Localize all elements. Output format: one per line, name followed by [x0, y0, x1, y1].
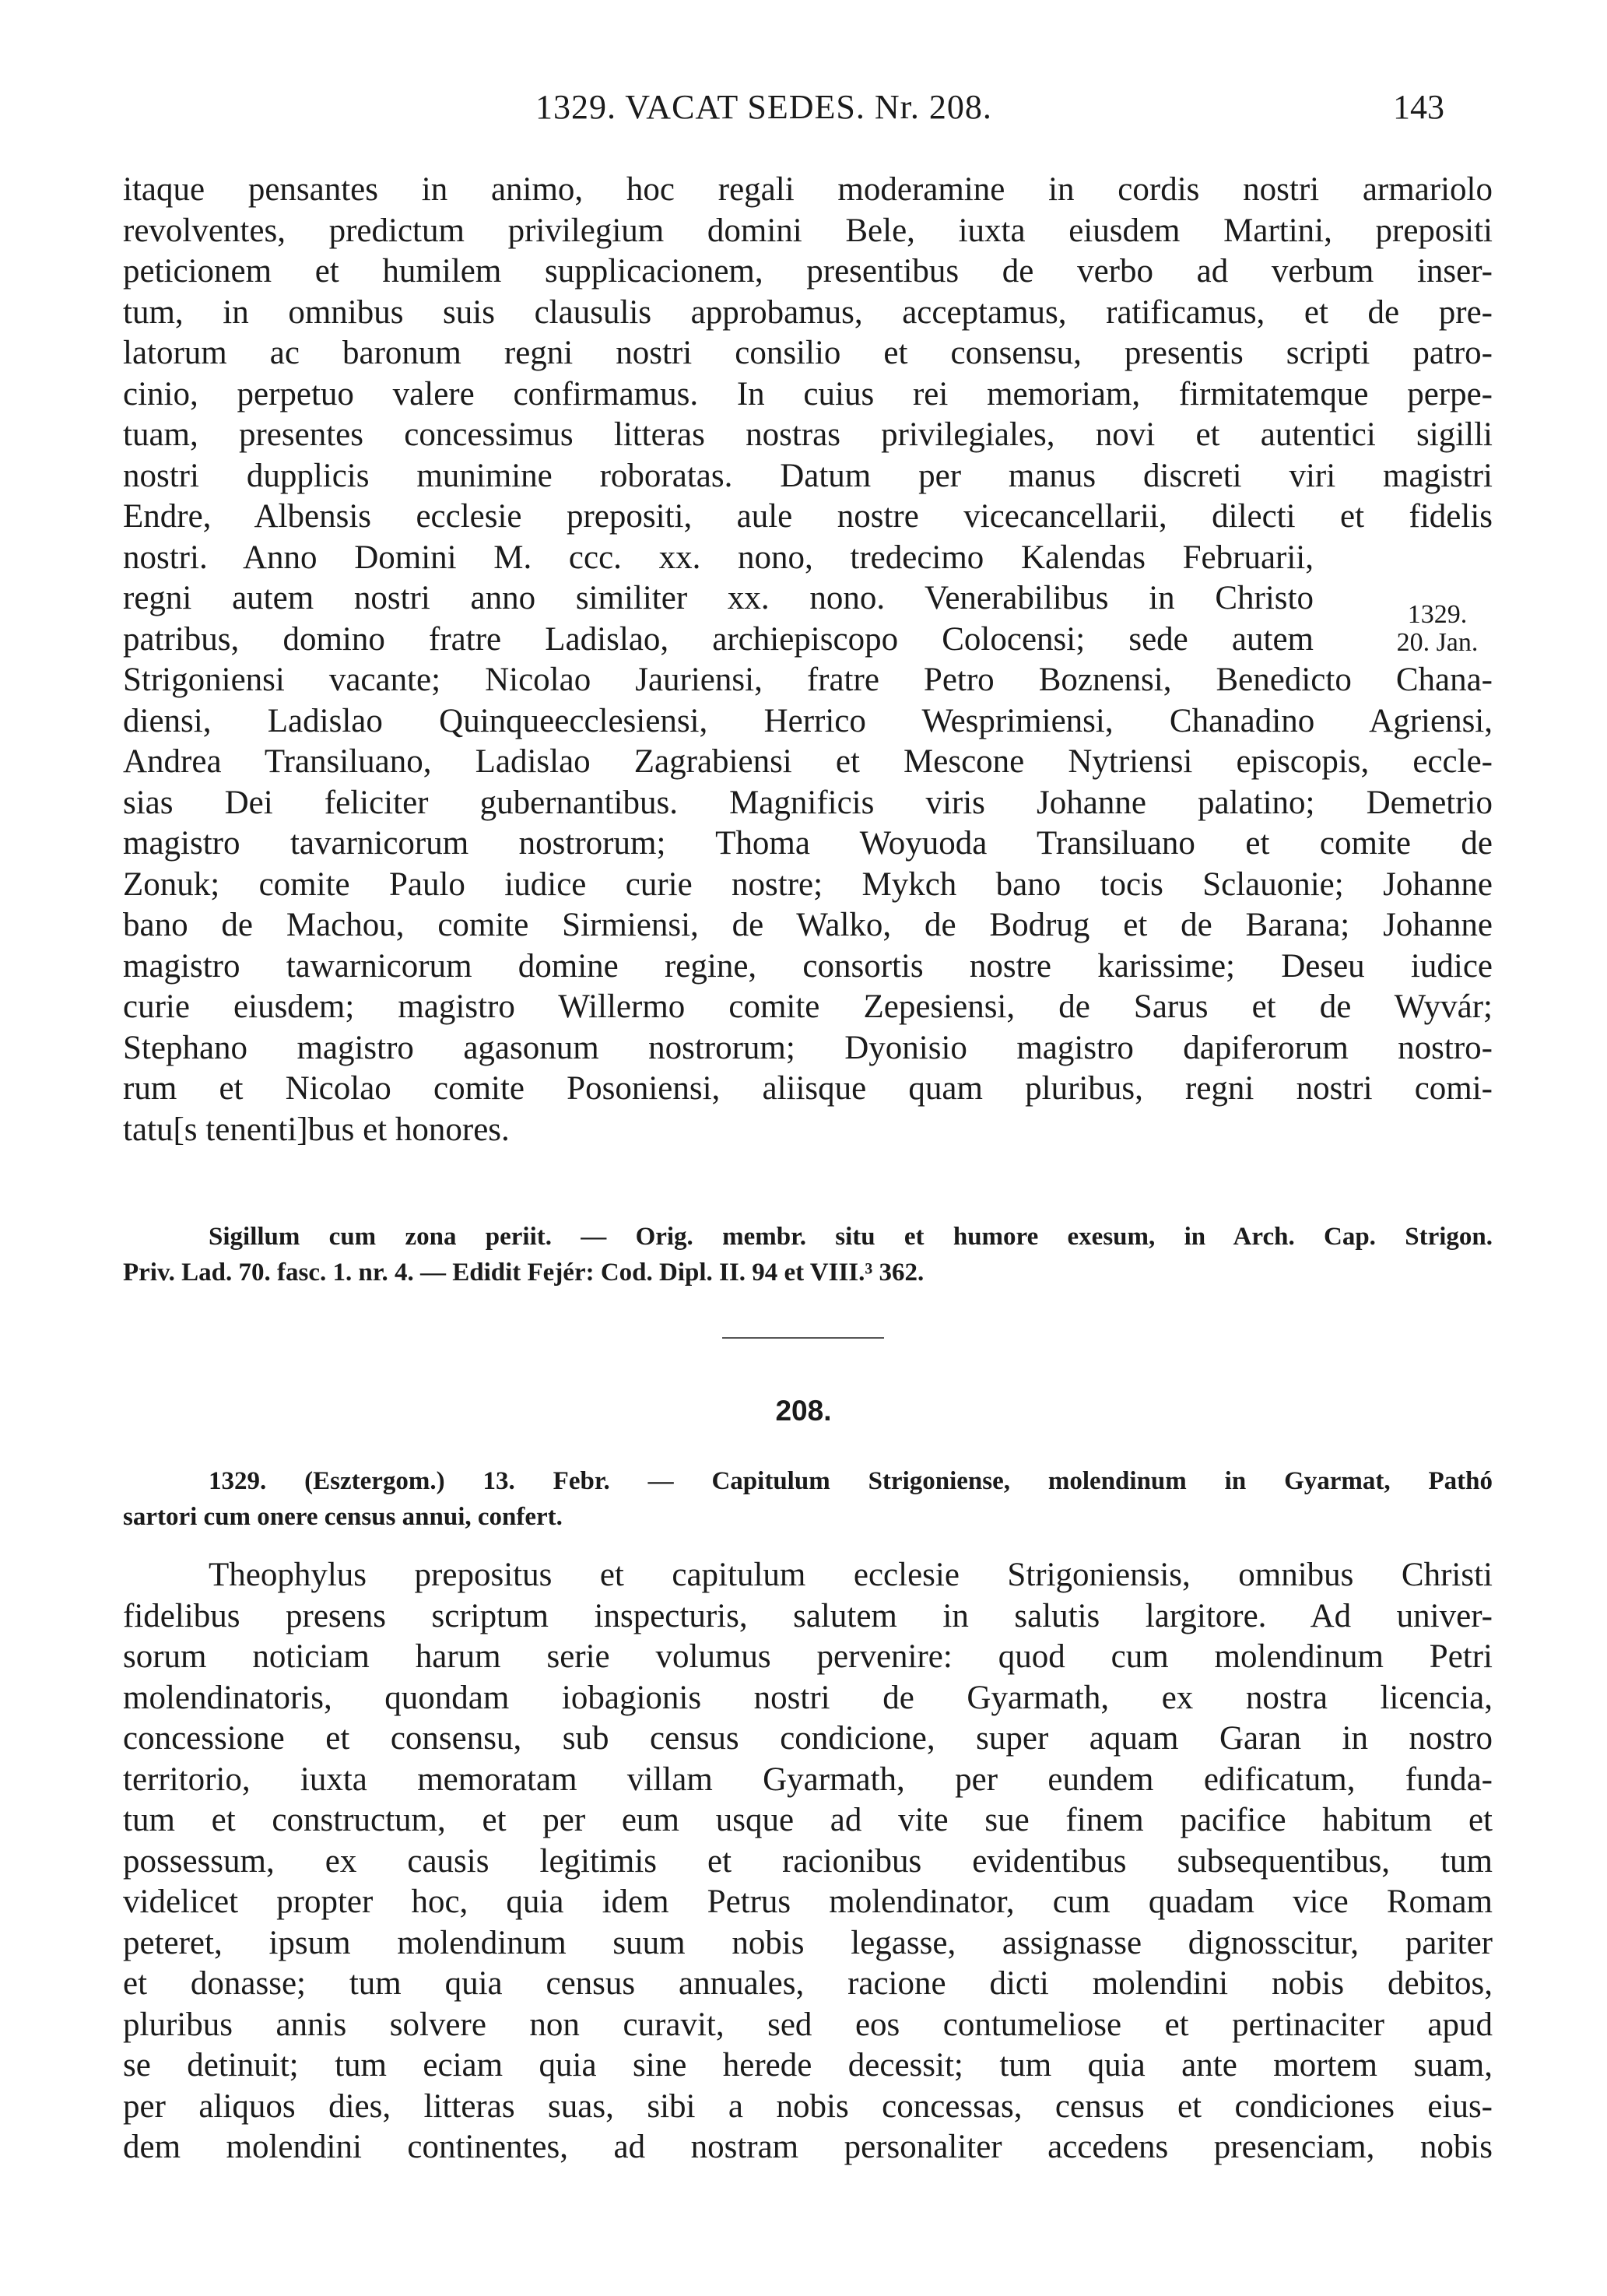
text-line: rum et Nicolao comite Posoniensi, aliisque quam pluribus, regni nostri comi-: [123, 1070, 1493, 1107]
text-line: et donasse; tum quia census annuales, racione dicti molendini nobis debitos,: [123, 1965, 1493, 2002]
source-note: [123, 1219, 1493, 1290]
text-line: bano de Machou, comite Sirmiensi, de Walko, de Bodrug et de Barana; Johanne: [123, 907, 1493, 943]
text-line: tum, in omnibus suis clausulis approbamus, acceptamus, ratificamus, et de pre-: [123, 293, 1493, 331]
section-divider: [722, 1337, 884, 1339]
text-line: dem molendini continentes, ad nostram personaliter accedens presenciam, nobis: [123, 2129, 1493, 2165]
text-line: molendinatoris, quondam iobagionis nostri de Gyarmath, ex nostra licencia,: [123, 1679, 1493, 1716]
text-line: nostri dupplicis munimine roboratas. Datum per manus discreti viri magistri: [123, 457, 1493, 494]
text-line: sias Dei feliciter gubernantibus. Magnificis viris Johanne palatino; Demetrio: [123, 784, 1493, 821]
text-line: se detinuit; tum eciam quia sine herede decessit; tum quia ante mortem suam,: [123, 2047, 1493, 2084]
text-line: tatu[s tenenti]bus et honores.: [123, 1111, 510, 1148]
running-title: 1329. VACAT SEDES. Nr. 208.: [535, 88, 992, 126]
text-line: cinio, perpetuo valere confirmamus. In cuius rei memoriam, firmitatemque perpe-: [123, 375, 1493, 413]
text-line: diensi, Ladislao Quinqueecclesiensi, Herrico Wesprimiensi, Chanadino Agriensi,: [123, 702, 1493, 739]
text-line: possessum, ex causis legitimis et racionibus evidentibus subsequentibus, tum: [123, 1842, 1493, 1880]
text-line: curie eiusdem; magistro Willermo comite Zepesiensi, de Sarus et de Wyvár;: [123, 988, 1493, 1025]
text-line: magistro tavarnicorum nostrorum; Thoma Woyuoda Transiluano et comite de: [123, 825, 1493, 862]
text-line: magistro tawarnicorum domine regine, consortis nostre karissime; Deseu iudice: [123, 947, 1493, 985]
document-number: 208.: [775, 1395, 832, 1427]
text-line: Endre, Albensis ecclesie prepositi, aule nostre vicecancellarii, dilecti et fidelis: [123, 498, 1493, 535]
regest-line: 1329. (Esztergom.) 13. Febr. — Capitulum Strigoniense, molendinum in Gyarmat, Pathó: [209, 1467, 1493, 1495]
text-line: peticionem et humilem supplicacionem, presentibus de verbo ad verbum inser-: [123, 253, 1493, 290]
margin-date-day: 20. Jan.: [1396, 628, 1479, 657]
text-line: Andrea Transiluano, Ladislao Zagrabiensi et Mescone Nytriensi episcopis, eccle-: [123, 743, 1493, 780]
text-line: itaque pensantes in animo, hoc regali moderamine in cordis nostri armariolo: [123, 171, 1493, 208]
charter-text-top: [123, 170, 1493, 1150]
text-line: sorum noticiam harum serie volumus pervenire: quod cum molendinum Petri: [123, 1638, 1493, 1675]
margin-date-note: [1371, 601, 1503, 657]
text-line: per aliquos dies, litteras suas, sibi a nobis concessas, census et condiciones eius-: [123, 2087, 1493, 2125]
source-note-line: Sigillum cum zona periit. — Orig. membr. situ et humore exesum, in Arch. Cap. Strigon.: [209, 1223, 1493, 1251]
text-line: latorum ac baronum regni nostri consilio et consensu, presentis scripti patro-: [123, 335, 1493, 371]
margin-date-year: 1329.: [1407, 600, 1468, 629]
text-line: nostri. Anno Domini M. ccc. xx. nono, tredecimo Kalendas Februarii,: [123, 539, 1314, 576]
text-line: fidelibus presens scriptum inspecturis, salutem in salutis largitore. Ad univer-: [123, 1597, 1493, 1634]
text-line: Theophylus prepositus et capitulum ecclesie Strigoniensis, omnibus Christi: [209, 1557, 1493, 1593]
text-line: tuam, presentes concessimus litteras nostras privilegiales, novi et autentici sigilli: [123, 416, 1493, 453]
text-line: territorio, iuxta memoratam villam Gyarmath, per eundem edificatum, funda-: [123, 1761, 1493, 1798]
text-line: videlicet propter hoc, quia idem Petrus molendinator, cum quadam vice Romam: [123, 1883, 1493, 1920]
charter-text-bottom: [123, 1555, 1493, 2168]
text-line: pluribus annis solvere non curavit, sed eos contumeliose et pertinaciter apud: [123, 2006, 1493, 2043]
text-line: peteret, ipsum molendinum suum nobis legasse, assignasse dignosscitur, pariter: [123, 1924, 1493, 1961]
regest-line: sartori cum onere census annui, confert.: [123, 1503, 563, 1531]
regest: [123, 1463, 1493, 1535]
text-line: patribus, domino fratre Ladislao, archiepiscopo Colocensi; sede autem: [123, 620, 1314, 658]
text-line: Zonuk; comite Paulo iudice curie nostre; Mykch bano tocis Sclauonie; Johanne: [123, 865, 1493, 903]
text-line: tum et constructum, et per eum usque ad vite sue finem pacifice habitum et: [123, 1802, 1493, 1838]
text-line: revolventes, predictum privilegium domini Bele, iuxta eiusdem Martini, prepositi: [123, 212, 1493, 249]
text-line: concessione et consensu, sub census condicione, super aquam Garan in nostro: [123, 1720, 1493, 1757]
page-header: [0, 87, 1607, 134]
page-number: 143: [1393, 88, 1444, 126]
text-line: regni autem nostri anno similiter xx. nono. Venerabilibus in Christo: [123, 580, 1314, 616]
text-line: Strigoniensi vacante; Nicolao Jauriensi, fratre Petro Boznensi, Benedicto Chana-: [123, 662, 1493, 698]
text-line: Stephano magistro agasonum nostrorum; Dyonisio magistro dapiferorum nostro-: [123, 1029, 1493, 1066]
source-note-line: Priv. Lad. 70. fasc. 1. nr. 4. — Edidit Fejér: Cod. Dipl. II. 94 et VIII.³ 362.: [123, 1259, 925, 1287]
